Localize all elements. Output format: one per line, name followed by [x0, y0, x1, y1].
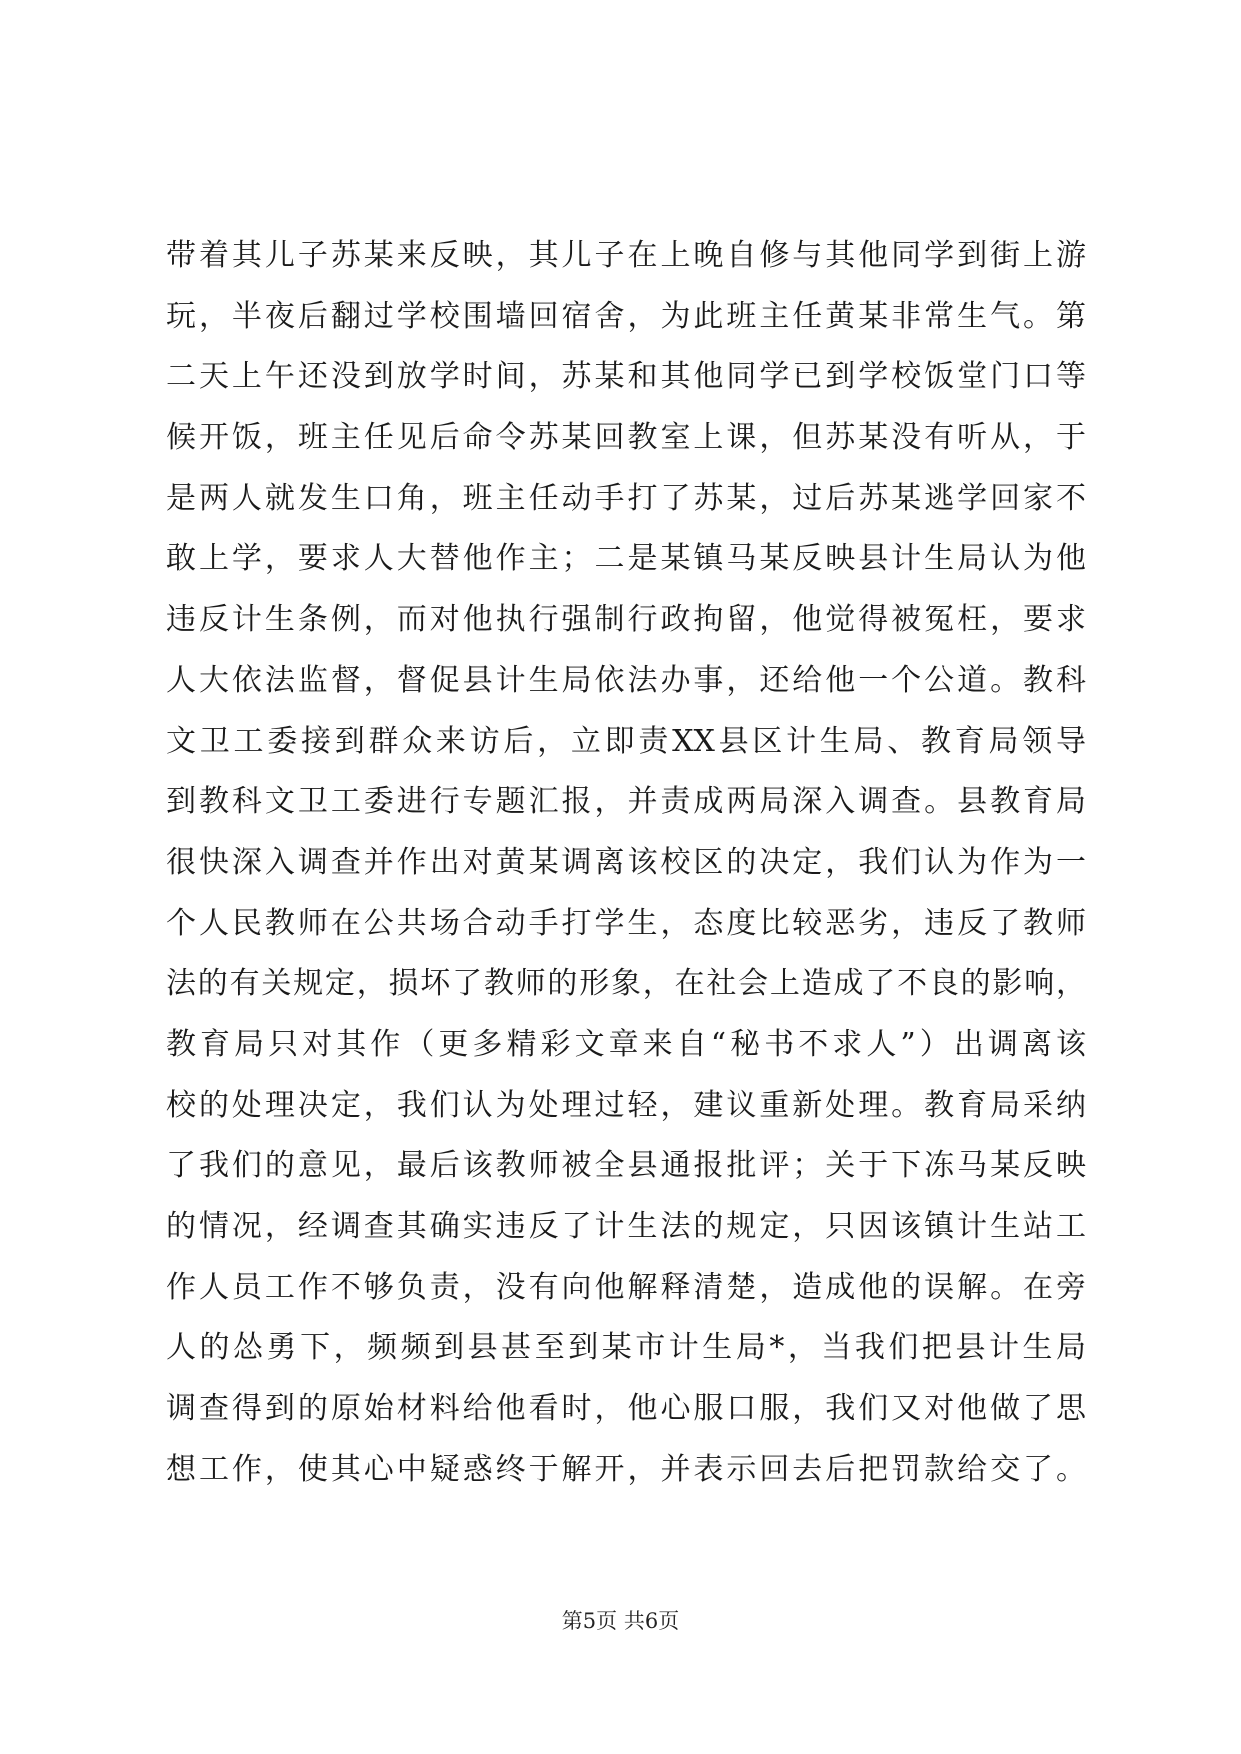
page-footer: [0, 1606, 1241, 1636]
text-line: 文卫工委接到群众来访后，立即责XX县区计生局、教育局领导: [166, 723, 1086, 759]
text-line: 的情况，经调查其确实违反了计生法的规定，只因该镇计生站工: [166, 1209, 1086, 1244]
text-line: 法的有关规定，损坏了教师的形象，在社会上造成了不良的影响，: [166, 966, 1086, 1002]
text-line: 作人员工作不够负责，没有向他解释清楚，造成他的误解。在旁: [166, 1269, 1086, 1305]
text-line: 违反计生条例，而对他执行强制行政拘留，他觉得被冤枉，要求: [166, 602, 1086, 638]
text-line: 玩，半夜后翻过学校围墙回宿舍，为此班主任黄某非常生气。第: [166, 298, 1086, 334]
text-line: 到教科文卫工委进行专题汇报，并责成两局深入调查。县教育局: [166, 784, 1086, 820]
text-line: 人的怂勇下，频频到县甚至到某市计生局*，当我们把县计生局: [166, 1330, 1086, 1366]
text-line: 校的处理决定，我们认为处理过轻，建议重新处理。教育局采纳: [166, 1087, 1086, 1123]
text-line: 候开饭，班主任见后命令苏某回教室上课，但苏某没有听从，于: [166, 420, 1086, 456]
body-text: [166, 226, 1086, 1500]
text-line: 教育局只对其作（更多精彩文章来自“秘书不求人”）出调离该: [166, 1026, 1086, 1062]
page-number: 第5页 共6页: [561, 1609, 680, 1633]
text-line: 很快深入调查并作出对黄某调离该校区的决定，我们认为作为一: [166, 844, 1086, 880]
text-line: 是两人就发生口角，班主任动手打了苏某，过后苏某逃学回家不: [166, 480, 1086, 516]
text-line: 想工作，使其心中疑惑终于解开，并表示回去后把罚款给交了。: [166, 1451, 1086, 1487]
text-line: 个人民教师在公共场合动手打学生，态度比较恶劣，违反了教师: [166, 905, 1086, 941]
text-line: 敢上学，要求人大替他作主；二是某镇马某反映县计生局认为他: [166, 541, 1086, 577]
text-line: 人大依法监督，督促县计生局依法办事，还给他一个公道。教科: [166, 662, 1086, 698]
text-line: 了我们的意见，最后该教师被全县通报批评；关于下冻马某反映: [166, 1148, 1086, 1184]
text-line: 调查得到的原始材料给他看时，他心服口服，我们又对他做了思: [166, 1391, 1086, 1427]
text-line: 二天上午还没到放学时间，苏某和其他同学已到学校饭堂门口等: [166, 359, 1086, 395]
text-line: 带着其儿子苏某来反映，其儿子在上晚自修与其他同学到街上游: [166, 238, 1086, 273]
